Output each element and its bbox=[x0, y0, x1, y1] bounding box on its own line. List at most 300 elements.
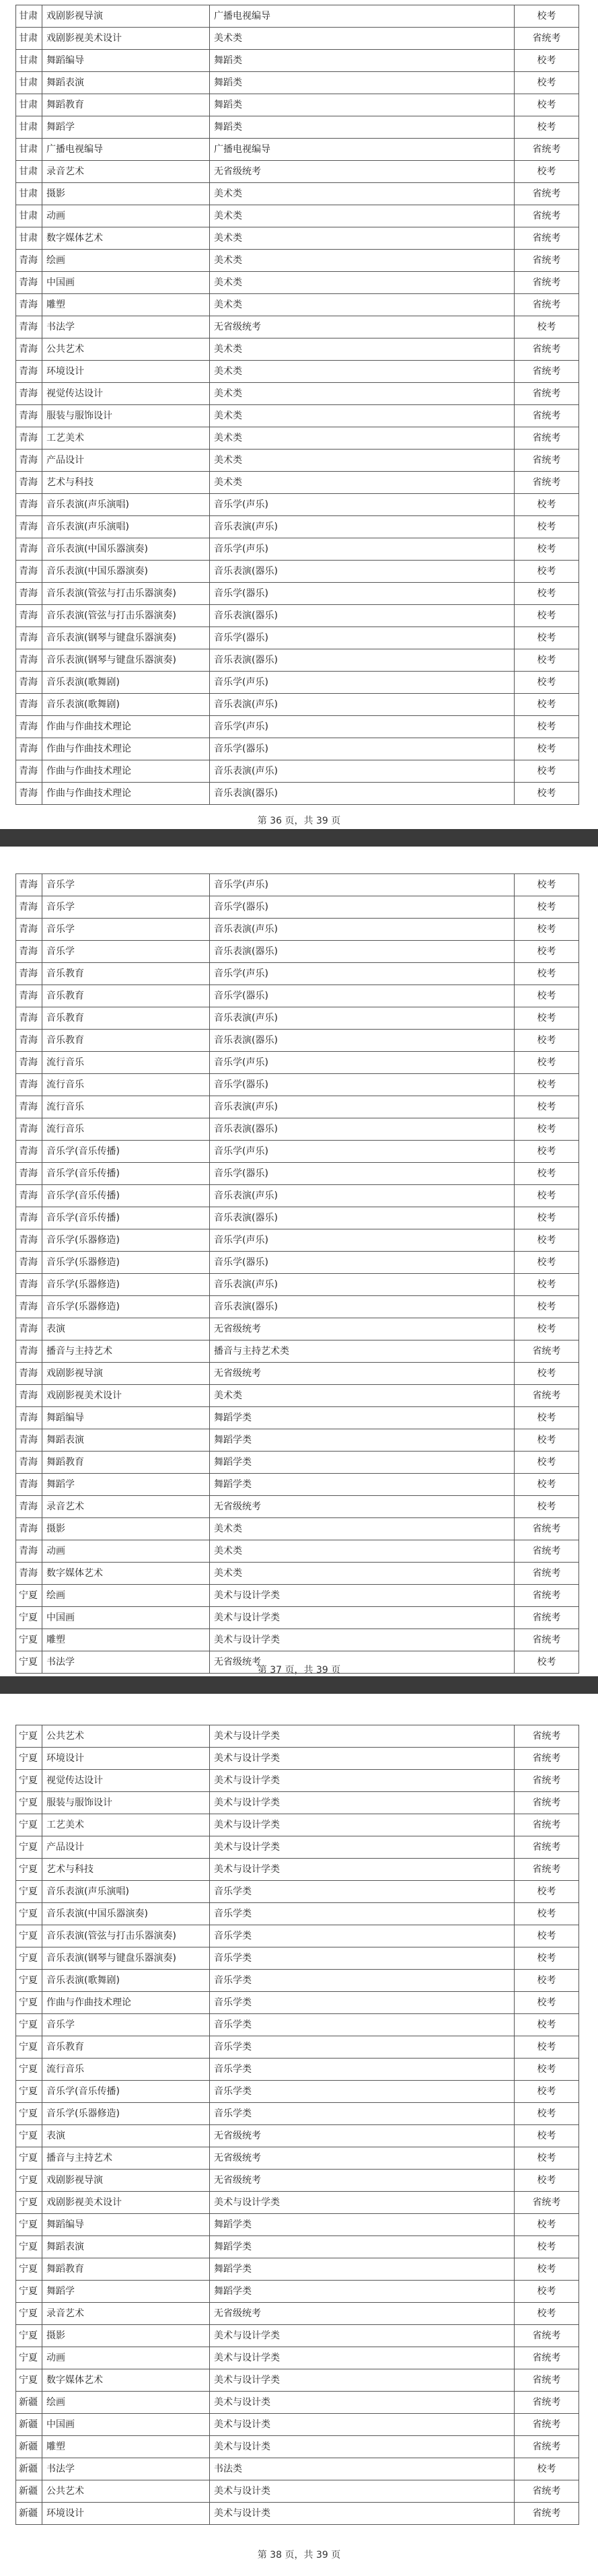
exam-category-cell: 美术类 bbox=[210, 361, 515, 383]
exam-type-cell: 省统考 bbox=[515, 2436, 579, 2458]
exam-category-cell: 无省级统考 bbox=[210, 1651, 515, 1674]
table-row bbox=[16, 941, 579, 963]
exam-category-cell: 音乐学(声乐) bbox=[210, 874, 515, 896]
major-cell: 环境设计 bbox=[42, 1748, 210, 1770]
province-cell: 青海 bbox=[16, 1318, 42, 1340]
exam-type-cell: 省统考 bbox=[515, 1836, 579, 1859]
province-cell: 青海 bbox=[16, 1563, 42, 1585]
major-cell: 雕塑 bbox=[42, 1629, 210, 1651]
province-cell: 宁夏 bbox=[16, 2281, 42, 2303]
exam-type-cell: 校考 bbox=[515, 1252, 579, 1274]
table-row bbox=[16, 516, 579, 538]
exam-category-cell: 美术类 bbox=[210, 383, 515, 405]
exam-type-cell: 省统考 bbox=[515, 427, 579, 450]
exam-category-cell: 舞蹈学类 bbox=[210, 2214, 515, 2236]
major-cell: 音乐学(音乐传播) bbox=[42, 1185, 210, 1207]
province-cell: 宁夏 bbox=[16, 2014, 42, 2036]
province-cell: 青海 bbox=[16, 694, 42, 716]
province-cell: 青海 bbox=[16, 760, 42, 783]
major-cell: 服装与服饰设计 bbox=[42, 1792, 210, 1814]
exam-type-cell: 校考 bbox=[515, 1496, 579, 1518]
province-cell: 青海 bbox=[16, 1296, 42, 1318]
table-row bbox=[16, 294, 579, 316]
major-cell: 音乐学(乐器修造) bbox=[42, 1252, 210, 1274]
exam-category-cell: 音乐学类 bbox=[210, 2059, 515, 2081]
province-cell: 青海 bbox=[16, 1096, 42, 1118]
province-cell: 青海 bbox=[16, 1052, 42, 1074]
exam-category-cell: 书法类 bbox=[210, 2458, 515, 2480]
exam-category-cell: 美术类 bbox=[210, 205, 515, 227]
province-cell: 宁夏 bbox=[16, 1992, 42, 2014]
province-cell: 甘肃 bbox=[16, 139, 42, 161]
table-row bbox=[16, 1903, 579, 1925]
major-cell: 中国画 bbox=[42, 1607, 210, 1629]
table-row bbox=[16, 1363, 579, 1385]
exam-category-cell: 音乐表演(器乐) bbox=[210, 941, 515, 963]
major-cell: 音乐表演(管弦与打击乐器演奏) bbox=[42, 605, 210, 627]
major-cell: 戏剧影视导演 bbox=[42, 5, 210, 28]
province-cell: 宁夏 bbox=[16, 1651, 42, 1674]
exam-category-cell: 音乐表演(声乐) bbox=[210, 760, 515, 783]
exam-category-cell: 音乐表演(声乐) bbox=[210, 1185, 515, 1207]
exam-category-cell: 音乐表演(器乐) bbox=[210, 1030, 515, 1052]
province-cell: 新疆 bbox=[16, 2414, 42, 2436]
exam-category-cell: 美术类 bbox=[210, 338, 515, 361]
table-row bbox=[16, 1792, 579, 1814]
exam-category-cell: 音乐表演(器乐) bbox=[210, 1118, 515, 1141]
exam-category-cell: 音乐学类 bbox=[210, 1970, 515, 1992]
table-row bbox=[16, 1947, 579, 1970]
major-cell: 音乐学 bbox=[42, 2014, 210, 2036]
exam-type-cell: 省统考 bbox=[515, 250, 579, 272]
exam-category-cell: 音乐学(声乐) bbox=[210, 538, 515, 561]
major-cell: 戏剧影视美术设计 bbox=[42, 2192, 210, 2214]
major-cell: 作曲与作曲技术理论 bbox=[42, 1992, 210, 2014]
exam-category-cell: 音乐学(器乐) bbox=[210, 896, 515, 919]
exam-type-cell: 校考 bbox=[515, 1651, 579, 1674]
exam-type-cell: 省统考 bbox=[515, 28, 579, 50]
exam-category-cell: 美术与设计学类 bbox=[210, 1814, 515, 1836]
major-cell: 音乐学 bbox=[42, 896, 210, 919]
province-cell: 宁夏 bbox=[16, 1748, 42, 1770]
exam-category-cell: 音乐表演(器乐) bbox=[210, 649, 515, 672]
table-row bbox=[16, 1385, 579, 1407]
table-row bbox=[16, 2458, 579, 2480]
major-cell: 音乐学(乐器修造) bbox=[42, 1229, 210, 1252]
exam-category-cell: 音乐学(器乐) bbox=[210, 1252, 515, 1274]
table-row bbox=[16, 985, 579, 1007]
table-row bbox=[16, 361, 579, 383]
province-cell: 青海 bbox=[16, 294, 42, 316]
province-cell: 青海 bbox=[16, 494, 42, 516]
major-cell: 音乐学(音乐传播) bbox=[42, 2081, 210, 2103]
province-cell: 青海 bbox=[16, 316, 42, 338]
page-36 bbox=[0, 0, 598, 829]
table-row bbox=[16, 1859, 579, 1881]
table-row bbox=[16, 1814, 579, 1836]
exam-category-cell: 美术与设计学类 bbox=[210, 1748, 515, 1770]
major-cell: 音乐学 bbox=[42, 874, 210, 896]
table-row bbox=[16, 1141, 579, 1163]
major-cell: 音乐教育 bbox=[42, 1007, 210, 1030]
province-cell: 宁夏 bbox=[16, 2325, 42, 2347]
major-cell: 作曲与作曲技术理论 bbox=[42, 716, 210, 738]
exam-type-cell: 省统考 bbox=[515, 383, 579, 405]
major-cell: 动画 bbox=[42, 1540, 210, 1563]
table-row bbox=[16, 383, 579, 405]
exam-type-cell: 校考 bbox=[515, 694, 579, 716]
exam-type-cell: 校考 bbox=[515, 1185, 579, 1207]
exam-category-cell: 广播电视编导 bbox=[210, 139, 515, 161]
table-row bbox=[16, 2258, 579, 2281]
exam-type-cell: 省统考 bbox=[515, 1792, 579, 1814]
exam-category-cell: 音乐学类 bbox=[210, 2014, 515, 2036]
exam-category-cell: 音乐学(声乐) bbox=[210, 494, 515, 516]
exam-category-cell: 音乐学(器乐) bbox=[210, 583, 515, 605]
table-row bbox=[16, 405, 579, 427]
major-cell: 音乐表演(中国乐器演奏) bbox=[42, 1903, 210, 1925]
table-row bbox=[16, 2214, 579, 2236]
major-cell: 音乐表演(钢琴与键盘乐器演奏) bbox=[42, 627, 210, 649]
province-cell: 青海 bbox=[16, 1007, 42, 1030]
exam-category-cell: 无省级统考 bbox=[210, 1363, 515, 1385]
exam-category-cell: 音乐表演(声乐) bbox=[210, 1096, 515, 1118]
table-row bbox=[16, 1407, 579, 1429]
table-row bbox=[16, 2503, 579, 2525]
major-cell: 录音艺术 bbox=[42, 2303, 210, 2325]
major-cell: 工艺美术 bbox=[42, 427, 210, 450]
province-cell: 青海 bbox=[16, 1363, 42, 1385]
exam-type-cell: 省统考 bbox=[515, 361, 579, 383]
exam-category-cell: 音乐学(声乐) bbox=[210, 1052, 515, 1074]
province-cell: 新疆 bbox=[16, 2436, 42, 2458]
major-cell: 中国画 bbox=[42, 2414, 210, 2436]
province-cell: 宁夏 bbox=[16, 2036, 42, 2059]
exam-category-cell: 舞蹈学类 bbox=[210, 1474, 515, 1496]
exam-category-cell: 音乐表演(声乐) bbox=[210, 694, 515, 716]
exam-category-cell: 音乐表演(声乐) bbox=[210, 516, 515, 538]
table-row bbox=[16, 2236, 579, 2258]
table-row bbox=[16, 227, 579, 250]
table-row bbox=[16, 272, 579, 294]
major-cell: 录音艺术 bbox=[42, 1496, 210, 1518]
province-cell: 青海 bbox=[16, 1229, 42, 1252]
table-row bbox=[16, 494, 579, 516]
province-cell: 宁夏 bbox=[16, 2214, 42, 2236]
exam-category-cell: 音乐表演(声乐) bbox=[210, 919, 515, 941]
major-cell: 艺术与科技 bbox=[42, 1859, 210, 1881]
exam-type-cell: 校考 bbox=[515, 316, 579, 338]
exam-type-cell: 校考 bbox=[515, 1229, 579, 1252]
major-cell: 动画 bbox=[42, 205, 210, 227]
table-row bbox=[16, 605, 579, 627]
province-cell: 宁夏 bbox=[16, 2369, 42, 2392]
table-row bbox=[16, 1296, 579, 1318]
admission-table-page-36 bbox=[15, 5, 579, 805]
exam-type-cell: 校考 bbox=[515, 2303, 579, 2325]
major-cell: 音乐表演(管弦与打击乐器演奏) bbox=[42, 583, 210, 605]
exam-category-cell: 音乐表演(声乐) bbox=[210, 1007, 515, 1030]
exam-category-cell: 音乐学(器乐) bbox=[210, 985, 515, 1007]
admission-table-page-38 bbox=[15, 1725, 579, 2525]
major-cell: 产品设计 bbox=[42, 450, 210, 472]
exam-type-cell: 省统考 bbox=[515, 450, 579, 472]
exam-category-cell: 播音与主持艺术类 bbox=[210, 1340, 515, 1363]
table-row bbox=[16, 1836, 579, 1859]
major-cell: 舞蹈编导 bbox=[42, 2214, 210, 2236]
province-cell: 宁夏 bbox=[16, 1836, 42, 1859]
major-cell: 表演 bbox=[42, 1318, 210, 1340]
table-row bbox=[16, 2081, 579, 2103]
exam-type-cell: 校考 bbox=[515, 2059, 579, 2081]
exam-category-cell: 音乐表演(器乐) bbox=[210, 1296, 515, 1318]
province-cell: 宁夏 bbox=[16, 1903, 42, 1925]
province-cell: 青海 bbox=[16, 1540, 42, 1563]
major-cell: 雕塑 bbox=[42, 294, 210, 316]
exam-category-cell: 美术类 bbox=[210, 1385, 515, 1407]
table-row bbox=[16, 1992, 579, 2014]
table-row bbox=[16, 2480, 579, 2503]
table-row bbox=[16, 1163, 579, 1185]
exam-category-cell: 音乐学(声乐) bbox=[210, 963, 515, 985]
exam-category-cell: 舞蹈学类 bbox=[210, 1452, 515, 1474]
page-footer: 第 36 页，共 39 页 bbox=[257, 816, 341, 826]
major-cell: 舞蹈编导 bbox=[42, 1407, 210, 1429]
table-row bbox=[16, 783, 579, 805]
exam-type-cell: 校考 bbox=[515, 783, 579, 805]
table-row bbox=[16, 2103, 579, 2125]
exam-category-cell: 音乐表演(器乐) bbox=[210, 605, 515, 627]
table-row bbox=[16, 1518, 579, 1540]
exam-category-cell: 无省级统考 bbox=[210, 2147, 515, 2170]
exam-type-cell: 省统考 bbox=[515, 272, 579, 294]
exam-category-cell: 无省级统考 bbox=[210, 1318, 515, 1340]
exam-type-cell: 省统考 bbox=[515, 1770, 579, 1792]
major-cell: 戏剧影视导演 bbox=[42, 1363, 210, 1385]
table-row bbox=[16, 2392, 579, 2414]
table-row bbox=[16, 1207, 579, 1229]
table-row bbox=[16, 1585, 579, 1607]
province-cell: 青海 bbox=[16, 649, 42, 672]
exam-type-cell: 校考 bbox=[515, 2258, 579, 2281]
exam-category-cell: 美术类 bbox=[210, 28, 515, 50]
province-cell: 新疆 bbox=[16, 2480, 42, 2503]
table-row bbox=[16, 116, 579, 139]
province-cell: 甘肃 bbox=[16, 116, 42, 139]
exam-category-cell: 舞蹈学类 bbox=[210, 2236, 515, 2258]
exam-type-cell: 校考 bbox=[515, 738, 579, 760]
exam-category-cell: 音乐学(器乐) bbox=[210, 1163, 515, 1185]
table-row bbox=[16, 472, 579, 494]
major-cell: 音乐教育 bbox=[42, 2036, 210, 2059]
exam-category-cell: 音乐学类 bbox=[210, 1992, 515, 2014]
exam-type-cell: 校考 bbox=[515, 516, 579, 538]
major-cell: 摄影 bbox=[42, 2325, 210, 2347]
exam-category-cell: 无省级统考 bbox=[210, 2170, 515, 2192]
exam-type-cell: 校考 bbox=[515, 2458, 579, 2480]
exam-type-cell: 省统考 bbox=[515, 2392, 579, 2414]
exam-type-cell: 校考 bbox=[515, 72, 579, 94]
table-row bbox=[16, 874, 579, 896]
exam-category-cell: 美术类 bbox=[210, 1518, 515, 1540]
table-row bbox=[16, 583, 579, 605]
province-cell: 青海 bbox=[16, 561, 42, 583]
page-separator bbox=[0, 829, 598, 847]
exam-category-cell: 美术与设计学类 bbox=[210, 1836, 515, 1859]
province-cell: 宁夏 bbox=[16, 1792, 42, 1814]
province-cell: 甘肃 bbox=[16, 5, 42, 28]
table-row bbox=[16, 94, 579, 116]
exam-type-cell: 省统考 bbox=[515, 472, 579, 494]
table-row bbox=[16, 2325, 579, 2347]
exam-type-cell: 省统考 bbox=[515, 1607, 579, 1629]
major-cell: 音乐表演(声乐演唱) bbox=[42, 494, 210, 516]
table-row bbox=[16, 1496, 579, 1518]
exam-category-cell: 美术与设计学类 bbox=[210, 2325, 515, 2347]
table-row bbox=[16, 716, 579, 738]
exam-type-cell: 校考 bbox=[515, 5, 579, 28]
major-cell: 环境设计 bbox=[42, 361, 210, 383]
major-cell: 雕塑 bbox=[42, 2436, 210, 2458]
major-cell: 视觉传达设计 bbox=[42, 1770, 210, 1792]
exam-type-cell: 校考 bbox=[515, 1881, 579, 1903]
major-cell: 流行音乐 bbox=[42, 1074, 210, 1096]
major-cell: 书法学 bbox=[42, 316, 210, 338]
province-cell: 甘肃 bbox=[16, 94, 42, 116]
major-cell: 音乐表演(中国乐器演奏) bbox=[42, 538, 210, 561]
major-cell: 书法学 bbox=[42, 2458, 210, 2480]
exam-category-cell: 音乐学(声乐) bbox=[210, 716, 515, 738]
major-cell: 流行音乐 bbox=[42, 2059, 210, 2081]
table-row bbox=[16, 2014, 579, 2036]
province-cell: 青海 bbox=[16, 1407, 42, 1429]
province-cell: 青海 bbox=[16, 672, 42, 694]
exam-type-cell: 校考 bbox=[515, 919, 579, 941]
province-cell: 青海 bbox=[16, 627, 42, 649]
exam-type-cell: 省统考 bbox=[515, 1814, 579, 1836]
province-cell: 宁夏 bbox=[16, 2059, 42, 2081]
table-row bbox=[16, 1118, 579, 1141]
exam-category-cell: 舞蹈学类 bbox=[210, 1429, 515, 1452]
exam-type-cell: 校考 bbox=[515, 583, 579, 605]
province-cell: 宁夏 bbox=[16, 1607, 42, 1629]
exam-type-cell: 校考 bbox=[515, 672, 579, 694]
exam-type-cell: 校考 bbox=[515, 2147, 579, 2170]
exam-type-cell: 省统考 bbox=[515, 2347, 579, 2369]
province-cell: 宁夏 bbox=[16, 2147, 42, 2170]
exam-category-cell: 美术与设计类 bbox=[210, 2436, 515, 2458]
admission-table-page-37 bbox=[15, 873, 579, 1674]
exam-category-cell: 美术与设计类 bbox=[210, 2480, 515, 2503]
exam-type-cell: 校考 bbox=[515, 1474, 579, 1496]
table-row bbox=[16, 2170, 579, 2192]
major-cell: 中国画 bbox=[42, 272, 210, 294]
exam-category-cell: 美术类 bbox=[210, 427, 515, 450]
table-row bbox=[16, 250, 579, 272]
table-row bbox=[16, 2125, 579, 2147]
exam-category-cell: 美术与设计学类 bbox=[210, 2369, 515, 2392]
exam-type-cell: 校考 bbox=[515, 1452, 579, 1474]
exam-type-cell: 校考 bbox=[515, 1992, 579, 2014]
major-cell: 音乐教育 bbox=[42, 963, 210, 985]
major-cell: 音乐学(音乐传播) bbox=[42, 1163, 210, 1185]
exam-type-cell: 省统考 bbox=[515, 294, 579, 316]
province-cell: 宁夏 bbox=[16, 2081, 42, 2103]
table-row bbox=[16, 760, 579, 783]
major-cell: 广播电视编导 bbox=[42, 139, 210, 161]
exam-category-cell: 美术类 bbox=[210, 1563, 515, 1585]
province-cell: 宁夏 bbox=[16, 2192, 42, 2214]
province-cell: 甘肃 bbox=[16, 161, 42, 183]
major-cell: 音乐表演(中国乐器演奏) bbox=[42, 561, 210, 583]
page-footer: 第 38 页，共 39 页 bbox=[257, 2550, 341, 2561]
table-row bbox=[16, 1429, 579, 1452]
table-row bbox=[16, 50, 579, 72]
province-cell: 青海 bbox=[16, 1496, 42, 1518]
province-cell: 宁夏 bbox=[16, 2103, 42, 2125]
province-cell: 青海 bbox=[16, 896, 42, 919]
major-cell: 戏剧影视美术设计 bbox=[42, 28, 210, 50]
table-row bbox=[16, 963, 579, 985]
exam-category-cell: 美术类 bbox=[210, 272, 515, 294]
province-cell: 青海 bbox=[16, 874, 42, 896]
exam-type-cell: 校考 bbox=[515, 2014, 579, 2036]
table-row bbox=[16, 1074, 579, 1096]
exam-type-cell: 校考 bbox=[515, 1947, 579, 1970]
exam-category-cell: 舞蹈类 bbox=[210, 94, 515, 116]
major-cell: 舞蹈学 bbox=[42, 1474, 210, 1496]
province-cell: 宁夏 bbox=[16, 2125, 42, 2147]
province-cell: 青海 bbox=[16, 1252, 42, 1274]
exam-category-cell: 舞蹈学类 bbox=[210, 2281, 515, 2303]
major-cell: 音乐学(乐器修造) bbox=[42, 1274, 210, 1296]
major-cell: 艺术与科技 bbox=[42, 472, 210, 494]
table-row bbox=[16, 5, 579, 28]
province-cell: 青海 bbox=[16, 450, 42, 472]
table-row bbox=[16, 427, 579, 450]
exam-type-cell: 省统考 bbox=[515, 205, 579, 227]
table-row bbox=[16, 2059, 579, 2081]
exam-category-cell: 美术与设计类 bbox=[210, 2414, 515, 2436]
exam-type-cell: 省统考 bbox=[515, 405, 579, 427]
table-row bbox=[16, 338, 579, 361]
province-cell: 青海 bbox=[16, 516, 42, 538]
major-cell: 舞蹈编导 bbox=[42, 50, 210, 72]
major-cell: 流行音乐 bbox=[42, 1096, 210, 1118]
table-row bbox=[16, 139, 579, 161]
exam-type-cell: 校考 bbox=[515, 2036, 579, 2059]
province-cell: 青海 bbox=[16, 338, 42, 361]
province-cell: 青海 bbox=[16, 361, 42, 383]
table-row bbox=[16, 1096, 579, 1118]
exam-type-cell: 省统考 bbox=[515, 2503, 579, 2525]
province-cell: 青海 bbox=[16, 472, 42, 494]
exam-category-cell: 音乐学类 bbox=[210, 2103, 515, 2125]
province-cell: 青海 bbox=[16, 1074, 42, 1096]
major-cell: 舞蹈表演 bbox=[42, 1429, 210, 1452]
table-row bbox=[16, 1629, 579, 1651]
major-cell: 服装与服饰设计 bbox=[42, 405, 210, 427]
table-row bbox=[16, 1318, 579, 1340]
exam-type-cell: 校考 bbox=[515, 963, 579, 985]
province-cell: 青海 bbox=[16, 1141, 42, 1163]
exam-type-cell: 省统考 bbox=[515, 2369, 579, 2392]
table-row bbox=[16, 738, 579, 760]
exam-type-cell: 省统考 bbox=[515, 1748, 579, 1770]
major-cell: 产品设计 bbox=[42, 1836, 210, 1859]
province-cell: 宁夏 bbox=[16, 1814, 42, 1836]
exam-category-cell: 美术与设计学类 bbox=[210, 1770, 515, 1792]
